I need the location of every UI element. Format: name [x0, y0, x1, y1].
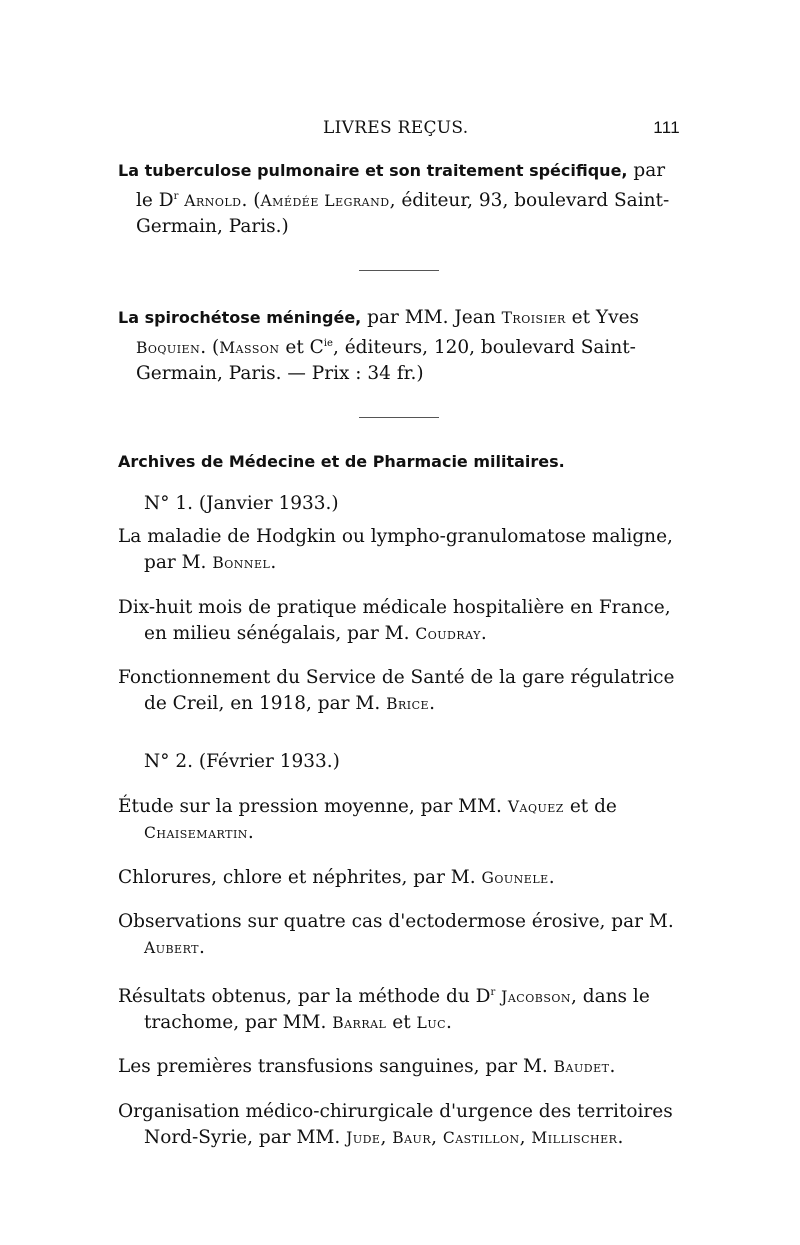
author-name: Coudray [415, 624, 481, 643]
author-name: Arnold [184, 192, 242, 211]
entry-text: , éditeurs, 120, boulevard Saint-Germain, Paris. — Prix : 34 fr.) [136, 337, 636, 385]
entry-text: par MM. Jean [361, 307, 502, 329]
issue-label: N° 1. (Janvier 1933.) [144, 493, 339, 515]
article-text: Organisation médico-chirurgicale d'urgence des territoires Nord-Syrie, par MM. [118, 1100, 673, 1148]
entry-text: , éditeur, 93, boulevard Saint-Germain, Paris.) [136, 190, 670, 238]
divider-rule [359, 417, 439, 418]
author-name: Chaisemartin [144, 824, 248, 843]
author-name: Gounele [481, 868, 549, 887]
article-item [118, 909, 680, 961]
article-item [118, 1099, 680, 1151]
article-text: . [617, 1126, 624, 1148]
journal-title: Archives de Médecine et de Pharmacie militaires. [118, 452, 565, 472]
author-name: Luc [416, 1013, 447, 1032]
author-name: Baur [392, 1128, 432, 1147]
article-text: Observations sur quatre cas d'ectodermose érosive, par M. [118, 911, 674, 933]
article-text: et [386, 1011, 417, 1033]
entry-text: et C [279, 337, 324, 359]
article-text: Les premières transfusions sanguines, par M. [118, 1056, 554, 1078]
article-text: , dans le trachome, par MM. [144, 985, 650, 1033]
running-header [118, 118, 680, 148]
superscript: ie [323, 338, 333, 350]
book-entry-spirochetose [118, 305, 680, 387]
article-text: . [446, 1011, 452, 1033]
issue-label: N° 2. (Février 1933.) [144, 751, 340, 773]
superscript: r [490, 986, 496, 998]
article-text: Fonctionnement du Service de Santé de la gare régulatrice de Creil, en 1918, par M. [118, 667, 675, 715]
article-text: . [247, 822, 254, 844]
article-text: et de [563, 796, 617, 818]
entry-text: et Yves [565, 307, 640, 329]
article-item [118, 794, 680, 846]
entry-text: par le D [136, 160, 666, 212]
book-title: La spirochétose méningée, [118, 308, 362, 328]
author-name: Jude [346, 1128, 381, 1147]
article-text: Chlorures, chlore et néphrites, par M. [118, 866, 482, 888]
publisher-name: Masson [219, 339, 280, 358]
publisher-name: Amédée Legrand [260, 192, 390, 211]
article-item [118, 980, 680, 1036]
article-text: . [199, 937, 205, 959]
article-text: Étude sur la pression moyenne, par MM. [118, 796, 508, 818]
article-item [118, 1054, 680, 1080]
superscript: r [173, 191, 179, 202]
author-name: Baudet [553, 1058, 610, 1077]
author-name: Jacobson [501, 987, 571, 1006]
article-text: Dix-huit mois de pratique médicale hospitalière en France, en milieu sénégalais, par M. [118, 596, 671, 644]
article-item [118, 524, 680, 576]
entry-text: . ( [200, 337, 220, 359]
article-text: . [270, 552, 277, 574]
author-name: Boquien [136, 339, 201, 358]
article-item [118, 865, 680, 891]
article-text: . [548, 866, 555, 888]
article-text: . [429, 693, 435, 715]
article-text: Résultats obtenus, par la méthode du D [118, 985, 491, 1007]
article-text: , [431, 1126, 443, 1148]
author-name: Vaquez [507, 798, 564, 817]
article-item [118, 595, 680, 647]
author-name: Aubert [144, 939, 200, 958]
author-name: Brice [386, 695, 430, 714]
article-text: . [609, 1056, 616, 1078]
article-text: . [480, 622, 487, 644]
article-item [118, 665, 680, 717]
author-name: Troisier [501, 309, 566, 328]
running-title: LIVRES REÇUS. [323, 118, 469, 138]
article-text: La maladie de Hodgkin ou lympho-granulomatose maligne, par M. [118, 526, 673, 574]
book-title: La tuberculose pulmonaire et son traitement spécifique, [118, 161, 628, 180]
author-name: Millischer [531, 1128, 618, 1147]
document-page [118, 118, 680, 1169]
page-number: 111 [653, 118, 680, 137]
divider-rule [359, 270, 439, 271]
article-text: , [519, 1126, 532, 1148]
author-name: Barral [332, 1013, 387, 1032]
author-name: Castillon [442, 1128, 520, 1147]
book-entry-tuberculose [118, 158, 680, 240]
entry-text: . ( [241, 190, 261, 212]
author-name: Bonnel [212, 554, 271, 573]
article-text: , [380, 1126, 393, 1148]
